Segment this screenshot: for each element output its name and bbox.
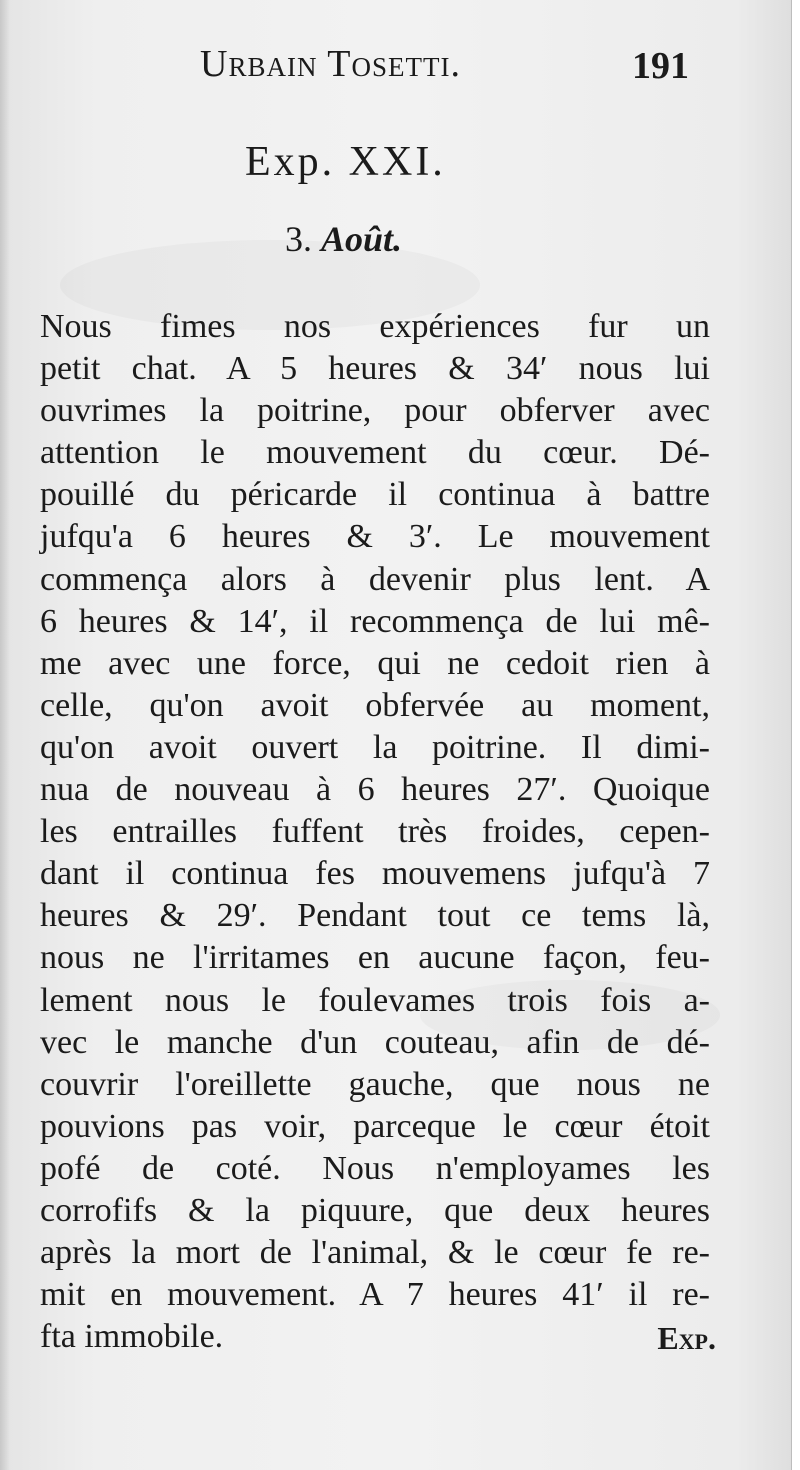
section-heading: Exp. XXI. [245,139,446,185]
text-line: attention le mouvement du cœur. Dé- [40,434,710,472]
text-line: me avec une force, qui ne cedoit rien à [40,644,710,682]
text-line: lement nous le foulevames trois fois a- [40,981,710,1019]
date-heading [285,218,402,260]
text-line: Nous fimes nos expériences fur un [40,308,710,345]
text-line: corrofifs & la piquure, que deux heures [40,1191,710,1229]
text-line: pofé de coté. Nous n'employames les [40,1149,710,1187]
text-line: jufqu'a 6 heures & 3′. Le mouvement [40,518,710,556]
text-line: nua de nouveau à 6 heures 27′. Quoique [40,771,710,809]
page-number: 191 [632,45,689,87]
date-month: Août. [321,219,403,259]
running-title: Urbain Tosetti. [200,43,461,85]
text-line: ouvrimes la poitrine, pour obferver avec [40,392,710,430]
text-line: nous ne l'irritames en aucune façon, feu- [40,939,710,977]
catchword: Exp. [657,1320,716,1356]
page-gutter-shadow [0,0,10,1470]
text-line: mit en mouvement. A 7 heures 41′ il re- [40,1276,710,1314]
body-paragraph [40,306,710,1358]
text-line: pouvions pas voir, parceque le cœur étoit [40,1107,710,1145]
text-line: petit chat. A 5 heures & 34′ nous lui [40,350,710,388]
text-line: couvrir l'oreillette gauche, que nous ne [40,1065,710,1103]
text-line: vec le manche d'un couteau, afin de dé- [40,1023,710,1061]
text-line: celle, qu'on avoit obfervée au moment, [40,686,710,724]
text-line: 6 heures & 14′, il recommença de lui mê- [40,602,710,640]
page-edge [791,0,800,1470]
text-line: les entrailles fuffent très froides, cepen- [40,813,710,851]
text-line: heures & 29′. Pendant tout ce tems là, [40,897,710,935]
text-line: fta immobile. [40,1318,224,1356]
text-line: après la mort de l'animal, & le cœur fe re- [40,1234,710,1272]
text-line: commença alors à devenir plus lent. A [40,560,710,598]
text-line: qu'on avoit ouvert la poitrine. Il dimi- [40,728,710,766]
text-line: pouillé du péricarde il continua à battre [40,476,710,514]
date-day: 3. [285,219,312,259]
text-line: dant il continua fes mouvemens jufqu'à 7 [40,855,710,893]
